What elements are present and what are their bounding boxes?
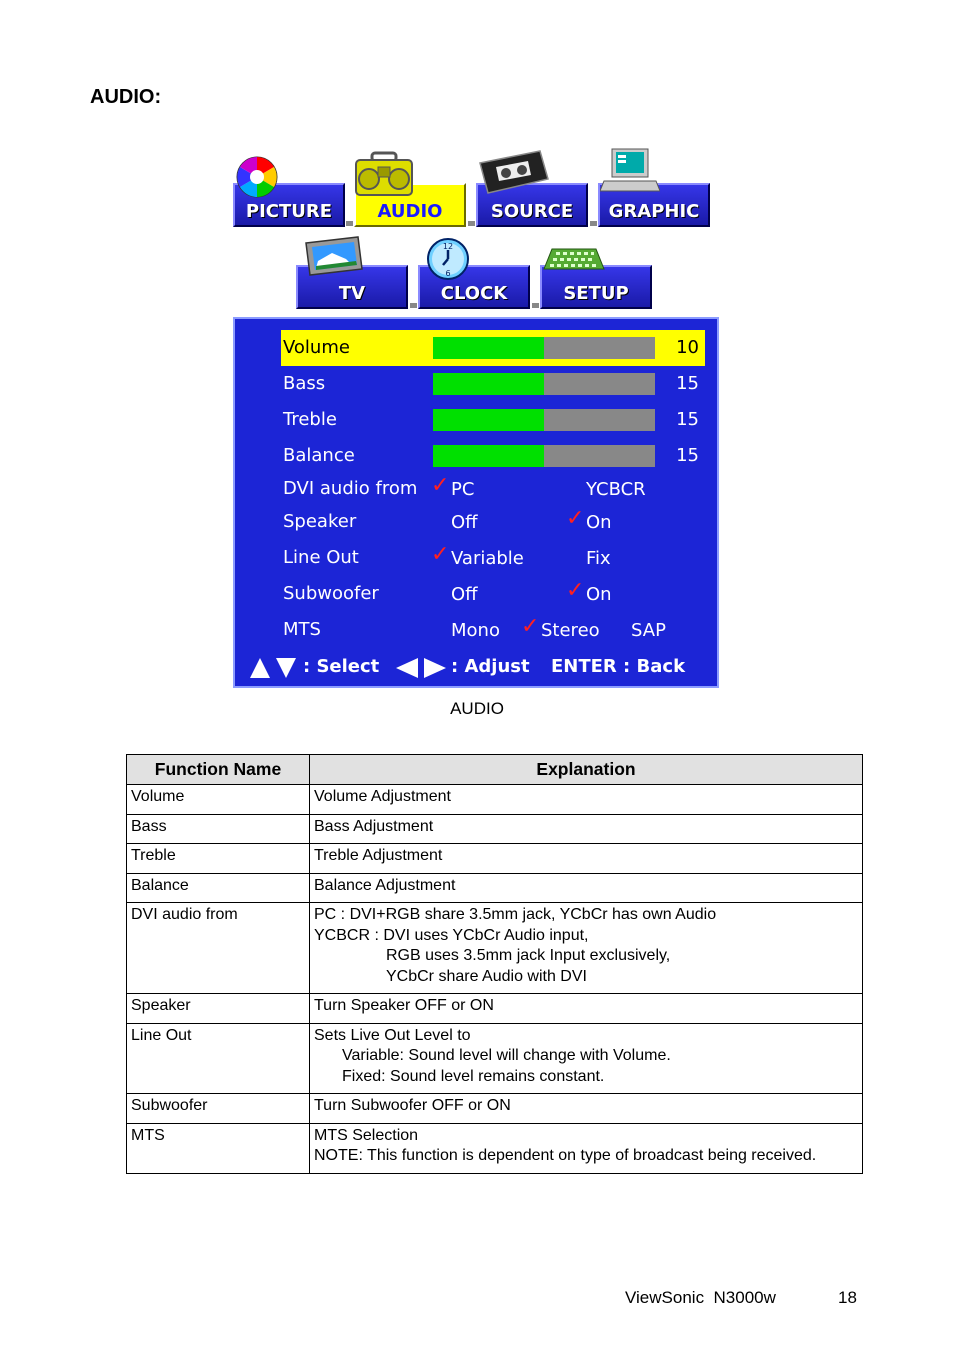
option-on[interactable]: ✓ On	[566, 506, 612, 533]
check-icon: ✓	[431, 473, 450, 498]
balance-slider[interactable]	[433, 445, 655, 467]
slider-fill	[433, 373, 544, 395]
explanation-cell: Turn Speaker OFF or ON	[310, 994, 863, 1024]
clock-icon	[426, 237, 470, 281]
option-sap[interactable]: SAP	[631, 620, 666, 641]
check-icon: ✓	[566, 506, 585, 531]
explanation-cell: Bass Adjustment	[310, 814, 863, 844]
osd-row-subwoofer[interactable]	[281, 576, 705, 612]
tab-audio[interactable]	[354, 183, 466, 227]
computer-icon	[600, 147, 660, 195]
boombox-icon	[354, 151, 414, 197]
table-row	[127, 1023, 863, 1094]
footer-brand: ViewSonic N3000w	[625, 1288, 776, 1307]
tab-separator	[468, 221, 475, 226]
table-row	[127, 1123, 863, 1173]
explanation-cell: Treble Adjustment	[310, 844, 863, 874]
function-name-cell: Line Out	[127, 1023, 310, 1094]
nav-back-label: ENTER : Back	[551, 656, 686, 677]
explanation-cell: Turn Subwoofer OFF or ON	[310, 1094, 863, 1124]
table-row	[127, 1094, 863, 1124]
explanation-cell: PC : DVI+RGB share 3.5mm jack, YCbCr has own Audio YCBCR : DVI uses YCbCr Audio input, RGB uses 3.5mm jack Input exclusively, YCbCr share Audio with DVI	[310, 903, 863, 994]
tab-audio-label: AUDIO	[377, 201, 443, 222]
osd-row-balance[interactable]	[281, 438, 705, 474]
arrow-right-icon	[423, 657, 447, 679]
treble-slider[interactable]	[433, 409, 655, 431]
tab-picture[interactable]	[233, 183, 345, 227]
slider-value: 15	[676, 445, 699, 466]
option-off[interactable]: Off	[451, 584, 478, 605]
tab-source[interactable]	[476, 183, 588, 227]
option-stereo[interactable]: ✓ Stereo	[521, 614, 600, 641]
header-explanation: Explanation	[310, 755, 863, 785]
table-header-row	[127, 755, 863, 785]
osd-row-mts[interactable]	[281, 612, 705, 648]
osd-row-dvi-audio[interactable]	[281, 471, 705, 507]
volume-slider[interactable]	[433, 337, 655, 359]
audio-osd-panel	[233, 317, 719, 688]
tab-setup[interactable]	[540, 265, 652, 309]
slider-value: 15	[676, 373, 699, 394]
osd-label: Subwoofer	[283, 583, 379, 604]
option-variable[interactable]: ✓ Variable	[431, 542, 524, 569]
osd-label: Balance	[283, 445, 355, 466]
table-row	[127, 814, 863, 844]
tab-graphic-label: GRAPHIC	[608, 201, 700, 222]
tab-separator	[346, 221, 353, 226]
nav-select-label: : Select	[303, 656, 380, 677]
arrow-up-icon	[249, 657, 271, 679]
osd-row-bass[interactable]	[281, 366, 705, 402]
table-row	[127, 785, 863, 815]
keypad-icon	[542, 247, 606, 271]
page-heading: AUDIO:	[90, 86, 162, 108]
function-name-cell: Speaker	[127, 994, 310, 1024]
osd-label: Line Out	[283, 547, 359, 568]
osd-row-volume[interactable]	[281, 330, 705, 366]
slider-value: 10	[676, 337, 699, 358]
arrow-down-icon	[275, 657, 297, 679]
option-fix[interactable]: Fix	[586, 548, 611, 569]
tab-clock-label: CLOCK	[440, 283, 508, 304]
osd-row-line-out[interactable]	[281, 540, 705, 576]
slider-fill	[433, 409, 544, 431]
osd-row-treble[interactable]	[281, 402, 705, 438]
svg-text:6: 6	[445, 269, 451, 278]
slider-value: 15	[676, 409, 699, 430]
option-ycbcr[interactable]: YCBCR	[586, 479, 646, 500]
tab-picture-label: PICTURE	[245, 201, 333, 222]
tab-separator	[532, 303, 539, 308]
table-row	[127, 994, 863, 1024]
tab-setup-label: SETUP	[563, 283, 629, 304]
function-table	[126, 754, 863, 1174]
slider-fill	[433, 337, 544, 359]
function-name-cell: Treble	[127, 844, 310, 874]
function-name-cell: MTS	[127, 1123, 310, 1173]
color-wheel-icon	[235, 155, 279, 199]
osd-label: Volume	[283, 337, 350, 358]
table-row	[127, 844, 863, 874]
osd-row-speaker[interactable]	[281, 504, 705, 540]
function-name-cell: Bass	[127, 814, 310, 844]
osd-label: Treble	[283, 409, 337, 430]
tab-source-label: SOURCE	[490, 201, 574, 222]
tab-separator	[590, 221, 597, 226]
vhs-tape-icon	[476, 149, 552, 195]
footer-page-number: 18	[838, 1288, 857, 1307]
tab-tv[interactable]	[296, 265, 408, 309]
tab-separator	[410, 303, 417, 308]
slider-fill	[433, 445, 544, 467]
check-icon: ✓	[521, 614, 540, 639]
bass-slider[interactable]	[433, 373, 655, 395]
svg-text:12: 12	[442, 242, 454, 251]
figure-caption: AUDIO	[450, 699, 504, 718]
check-icon: ✓	[431, 542, 450, 567]
arrow-left-icon	[395, 657, 419, 679]
table-row	[127, 903, 863, 994]
tv-icon	[302, 235, 364, 279]
header-function-name: Function Name	[127, 755, 310, 785]
osd-label: Speaker	[283, 511, 357, 532]
function-name-cell: DVI audio from	[127, 903, 310, 994]
check-icon: ✓	[566, 578, 585, 603]
option-off[interactable]: Off	[451, 512, 478, 533]
osd-label: DVI audio from	[283, 478, 418, 499]
function-name-cell: Subwoofer	[127, 1094, 310, 1124]
option-mono[interactable]: Mono	[451, 620, 500, 641]
tab-clock[interactable]	[418, 242, 530, 309]
function-name-cell: Volume	[127, 785, 310, 815]
osd-nav-hint	[249, 653, 709, 683]
osd-label: Bass	[283, 373, 326, 394]
function-name-cell: Balance	[127, 873, 310, 903]
tab-tv-label: TV	[338, 283, 366, 304]
explanation-cell: Balance Adjustment	[310, 873, 863, 903]
explanation-cell: Volume Adjustment	[310, 785, 863, 815]
explanation-cell: Sets Live Out Level to Variable: Sound level will change with Volume. Fixed: Sound level remains constant.	[310, 1023, 863, 1094]
osd-label: MTS	[283, 619, 321, 640]
tab-graphic[interactable]	[598, 183, 710, 227]
option-pc[interactable]: ✓ PC	[431, 473, 475, 500]
nav-adjust-label: : Adjust	[451, 656, 530, 677]
explanation-cell: MTS Selection NOTE: This function is dependent on type of broadcast being received.	[310, 1123, 863, 1173]
table-row	[127, 873, 863, 903]
option-on[interactable]: ✓ On	[566, 578, 612, 605]
